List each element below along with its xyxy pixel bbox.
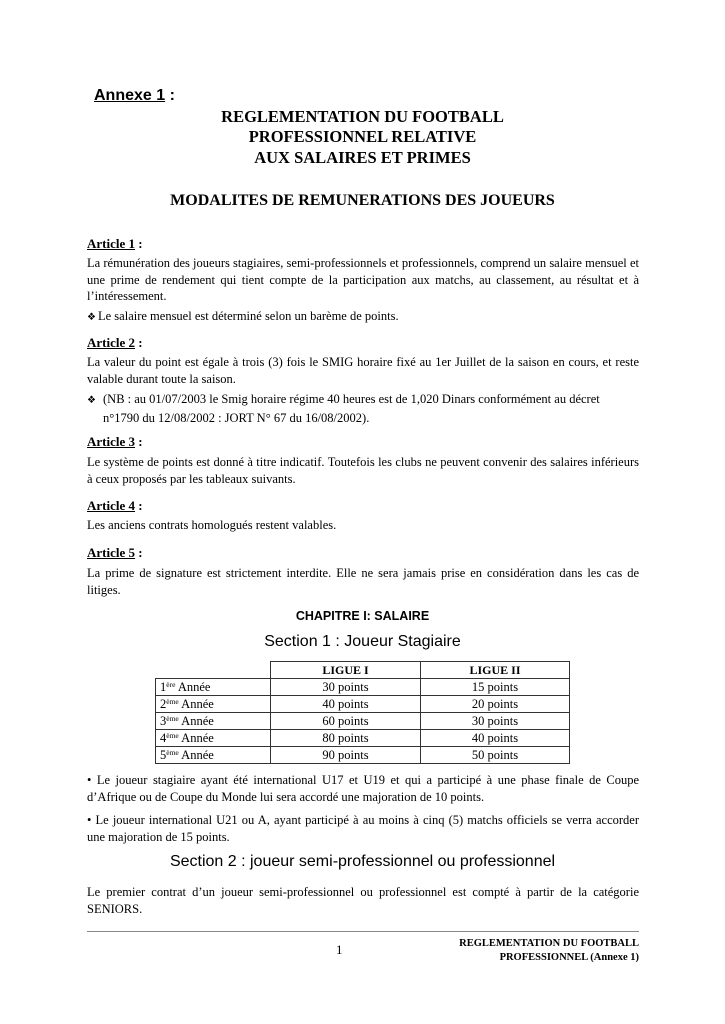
note-1-text: Le joueur stagiaire ayant été international U17 et U19 et qui a participé à une phase finale de Coupe d’Afrique ou de Coupe du Monde lui sera accordé une majoration de 10 points. xyxy=(87,773,640,804)
year-number: 2 xyxy=(160,697,167,711)
table-row xyxy=(156,696,570,713)
article-5-suffix: : xyxy=(135,545,143,560)
dot-bullet-icon: • xyxy=(87,773,92,787)
table-header-row xyxy=(156,662,570,679)
year-suffix: ème xyxy=(166,714,179,723)
article-2-label: Article 2 xyxy=(87,335,136,350)
year-label xyxy=(156,730,271,747)
title-line-2: PROFESSIONNEL RELATIVE xyxy=(248,127,477,146)
table-row xyxy=(156,713,570,730)
article-2-heading xyxy=(87,335,143,351)
points-table xyxy=(155,661,570,764)
annexe-suffix: : xyxy=(165,87,175,104)
ligue-2-points: 30 points xyxy=(421,713,570,730)
ligue-1-points: 40 points xyxy=(271,696,421,713)
article-4-suffix: : xyxy=(135,498,143,513)
ligue-2-points: 40 points xyxy=(421,730,570,747)
year-number: 3 xyxy=(160,714,167,728)
article-2-suffix: : xyxy=(135,335,143,350)
article-3-label: Article 3 xyxy=(87,434,136,449)
year-number: 5 xyxy=(160,748,167,762)
table-row xyxy=(156,679,570,696)
ligue-1-points: 90 points xyxy=(271,747,421,764)
year-number: 4 xyxy=(160,731,167,745)
diamond-bullet-icon: ❖ xyxy=(87,395,96,406)
article-1-bullet-text: Le salaire mensuel est déterminé selon un barème de points. xyxy=(98,309,399,323)
table-row xyxy=(156,747,570,764)
title-line-3: AUX SALAIRES ET PRIMES xyxy=(254,148,471,167)
article-1-heading xyxy=(87,236,143,252)
article-1-label: Article 1 xyxy=(87,236,136,251)
dot-bullet-icon: • xyxy=(87,813,92,827)
ligue-1-points: 80 points xyxy=(271,730,421,747)
chapter-heading: CHAPITRE I: SALAIRE xyxy=(295,609,430,623)
footer-divider xyxy=(87,931,639,932)
article-4-heading xyxy=(87,498,143,514)
article-1-bullet xyxy=(87,308,639,327)
table-corner-cell xyxy=(156,662,271,679)
article-3-heading xyxy=(87,434,143,450)
section-2-text: Le premier contrat d’un joueur semi-professionnel ou professionnel est compté à partir de la catégorie SENIORS. xyxy=(87,885,639,916)
year-label xyxy=(156,696,271,713)
year-suffix: ère xyxy=(166,680,176,689)
footer-line-2: PROFESSIONNEL (Annexe 1) xyxy=(499,952,639,963)
note-2-text: Le joueur international U21 ou A, ayant participé à au moins à cinq (5) matchs officiels se verra accorder une majoration de 15 points. xyxy=(87,813,639,844)
header-ligue-2: LIGUE II xyxy=(421,662,570,679)
section-2-heading: Section 2 : joueur semi-professionnel ou professionnel xyxy=(169,853,556,870)
ligue-1-points: 60 points xyxy=(271,713,421,730)
year-label xyxy=(156,747,271,764)
year-label xyxy=(156,713,271,730)
article-5-text: La prime de signature est strictement interdite. Elle ne sera jamais prise en considération dans les cas de litiges. xyxy=(87,566,639,597)
article-1-text: La rémunération des joueurs stagiaires, semi-professionnels et professionnels, comprend un salaire mensuel et une prime de rendement qui tient compte de la participation aux matchs, au classement, au résultat et à l’intéressement. xyxy=(87,256,639,303)
year-number: 1 xyxy=(160,680,167,694)
note-1 xyxy=(87,772,639,805)
annexe-label: Annexe 1 xyxy=(94,87,166,104)
note-2 xyxy=(87,812,639,845)
article-2-note-text: (NB : au 01/07/2003 le Smig horaire régime 40 heures est de 1,020 Dinars conformément au décret n°1790 du 12/08/2002 : JORT N° 67 du 16/08/2002). xyxy=(103,392,600,425)
year-label xyxy=(156,679,271,696)
annexe-heading xyxy=(94,87,175,105)
article-4-text: Les anciens contrats homologués restent valables. xyxy=(87,518,337,532)
diamond-bullet-icon: ❖ xyxy=(87,312,96,323)
article-2-text: La valeur du point est égale à trois (3) fois le SMIG horaire fixé au 1er Juillet de la saison en cours, et reste valable durant toute la saison. xyxy=(87,355,639,386)
page-number: 1 xyxy=(336,942,343,957)
article-4-label: Article 4 xyxy=(87,498,136,513)
article-3-text: Le système de points est donné à titre indicatif. Toutefois les clubs ne peuvent convenir des salaires inférieurs à ceux proposés par les tableaux suivants. xyxy=(87,455,639,486)
year-suffix: ème xyxy=(166,731,179,740)
footer-line-1: REGLEMENTATION DU FOOTBALL xyxy=(459,938,639,949)
year-word: Année xyxy=(175,680,211,694)
year-word: Année xyxy=(178,714,214,728)
table-row xyxy=(156,730,570,747)
ligue-2-points: 50 points xyxy=(421,747,570,764)
article-3-suffix: : xyxy=(135,434,143,449)
year-word: Année xyxy=(178,748,214,762)
year-word: Année xyxy=(178,697,214,711)
article-5-label: Article 5 xyxy=(87,545,136,560)
section-1-heading: Section 1 : Joueur Stagiaire xyxy=(264,633,461,650)
ligue-1-points: 30 points xyxy=(271,679,421,696)
article-5-heading xyxy=(87,545,143,561)
year-word: Année xyxy=(178,731,214,745)
article-1-suffix: : xyxy=(135,236,143,251)
document-subtitle: MODALITES DE REMUNERATIONS DES JOUEURS xyxy=(170,192,555,209)
header-ligue-1: LIGUE I xyxy=(271,662,421,679)
article-2-note xyxy=(87,391,639,426)
year-suffix: ème xyxy=(166,748,179,757)
year-suffix: ème xyxy=(166,697,179,706)
ligue-2-points: 15 points xyxy=(421,679,570,696)
ligue-2-points: 20 points xyxy=(421,696,570,713)
title-line-1: REGLEMENTATION DU FOOTBALL xyxy=(221,107,504,126)
